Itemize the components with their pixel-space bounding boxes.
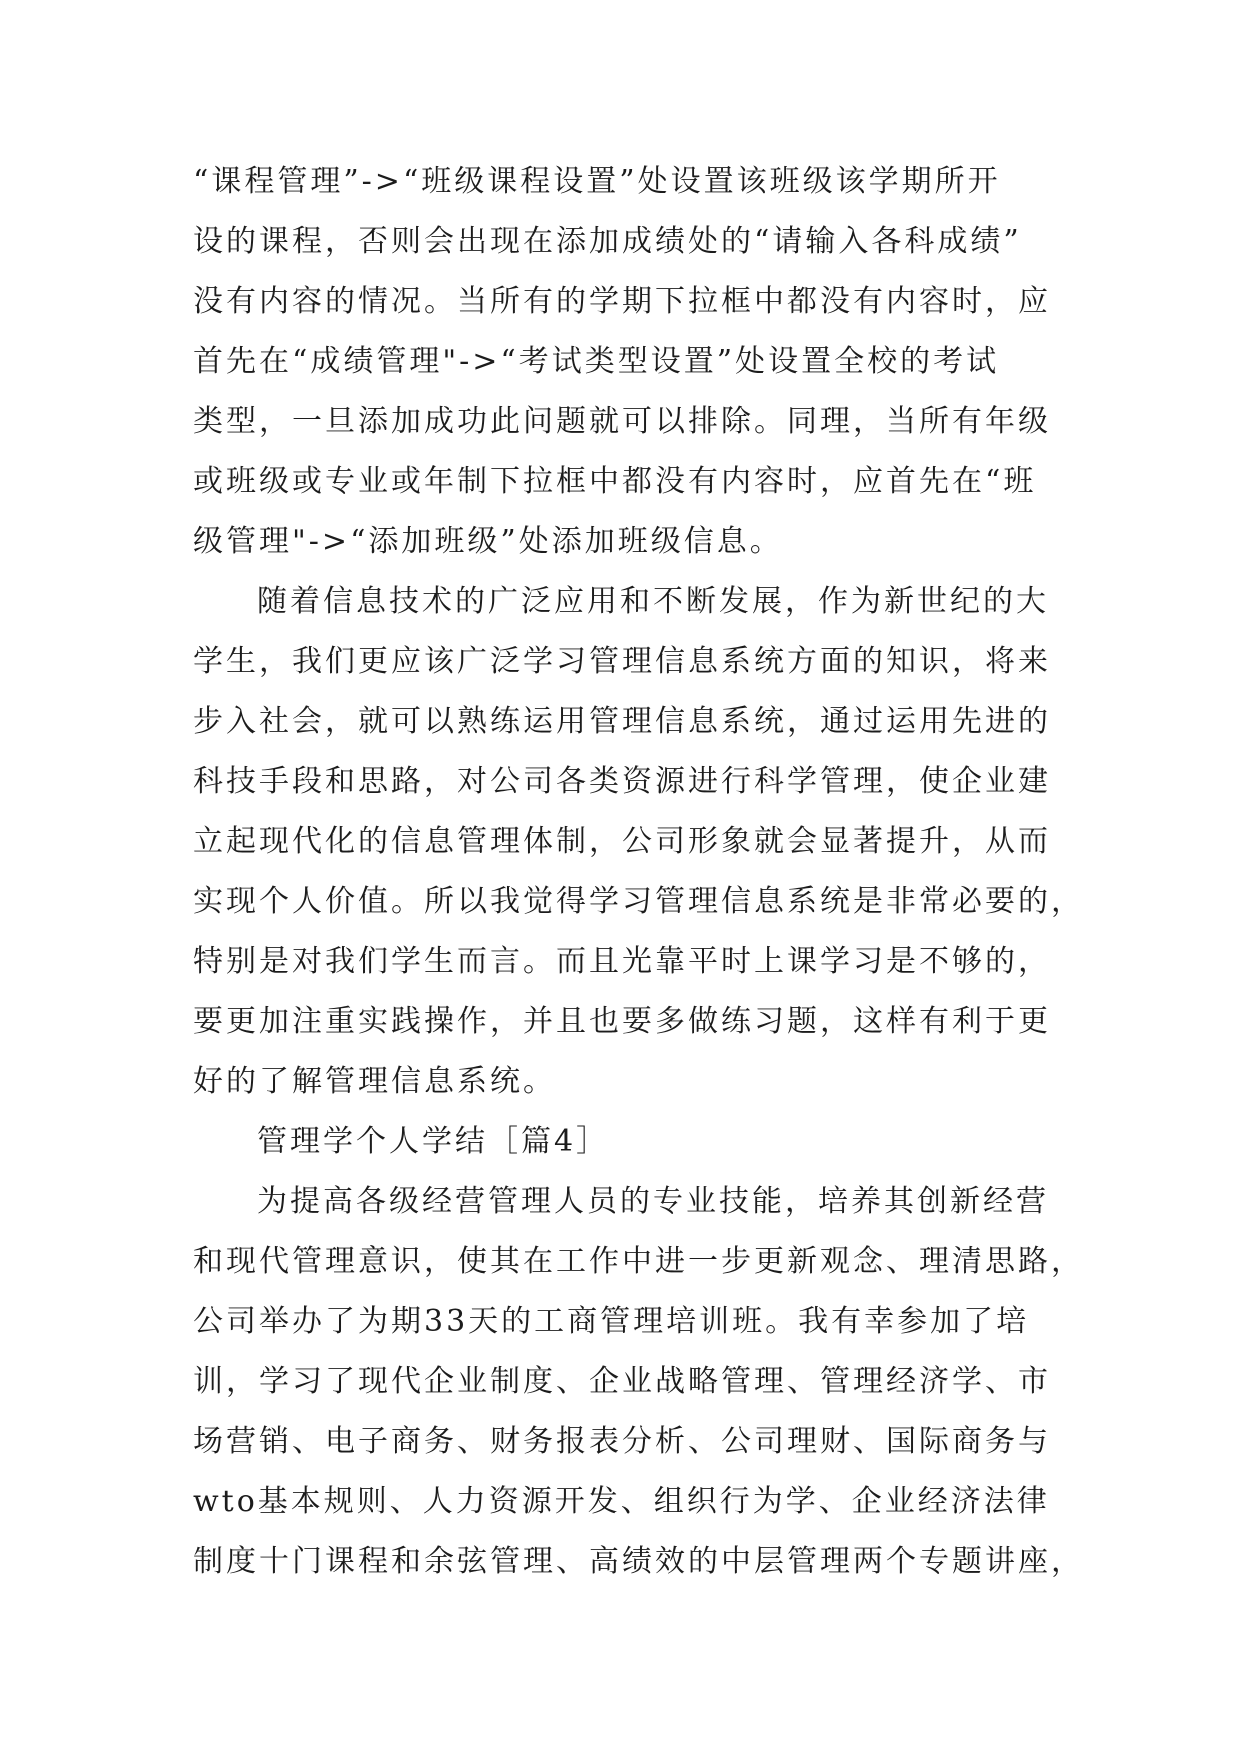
paragraph-line: wto基本规则、人力资源开发、组织行为学、企业经济法律 [193,1484,1050,1519]
paragraph-line: 训，学习了现代企业制度、企业战略管理、管理经济学、市 [193,1364,1051,1399]
paragraph-line: 要更加注重实践操作，并且也要多做练习题，这样有利于更 [193,1004,1051,1039]
paragraph-line: 级管理"->“添加班级”处添加班级信息。 [193,524,783,559]
paragraph-line: 没有内容的情况。当所有的学期下拉框中都没有内容时，应 [193,284,1051,319]
paragraph-1 [193,152,1073,572]
paragraph-line: 学生，我们更应该广泛学习管理信息系统方面的知识，将来 [193,644,1051,679]
paragraph-line: 类型，一旦添加成功此问题就可以排除。同理，当所有年级 [193,404,1051,439]
section-heading: 管理学个人学结［篇4］ [257,1124,610,1159]
paragraph-line: 随着信息技术的广泛应用和不断发展，作为新世纪的大 [257,584,1049,619]
paragraph-line: 为提高各级经营管理人员的专业技能，培养其创新经营 [257,1184,1049,1219]
paragraph-line: “课程管理”->“班级课程设置”处设置该班级该学期所开 [193,164,1001,199]
paragraph-line: 场营销、电子商务、财务报表分析、公司理财、国际商务与 [193,1424,1051,1459]
paragraph-line: 好的了解管理信息系统。 [193,1064,556,1099]
paragraph-line: 或班级或专业或年制下拉框中都没有内容时，应首先在“班 [193,464,1037,499]
paragraph-line: 制度十门课程和余弦管理、高绩效的中层管理两个专题讲座， [193,1544,1084,1579]
document-body [193,152,1084,1592]
paragraph-line: 公司举办了为期33天的工商管理培训班。我有幸参加了培 [193,1304,1030,1339]
paragraph-line: 特别是对我们学生而言。而且光靠平时上课学习是不够的， [193,944,1051,979]
paragraph-line: 实现个人价值。所以我觉得学习管理信息系统是非常必要的， [193,884,1084,919]
paragraph-line: 立起现代化的信息管理体制，公司形象就会显著提升，从而 [193,824,1051,859]
paragraph-line: 和现代管理意识，使其在工作中进一步更新观念、理清思路， [193,1244,1084,1279]
paragraph-line: 设的课程，否则会出现在添加成绩处的“请输入各科成绩” [193,224,1022,259]
paragraph-2 [193,572,1084,1112]
paragraph-line: 首先在“成绩管理"->“考试类型设置”处设置全校的考试 [193,344,1000,379]
paragraph-line: 步入社会，就可以熟练运用管理信息系统，通过运用先进的 [193,704,1051,739]
paragraph-line: 科技手段和思路，对公司各类资源进行科学管理，使企业建 [193,764,1051,799]
paragraph-3 [193,1172,1084,1592]
